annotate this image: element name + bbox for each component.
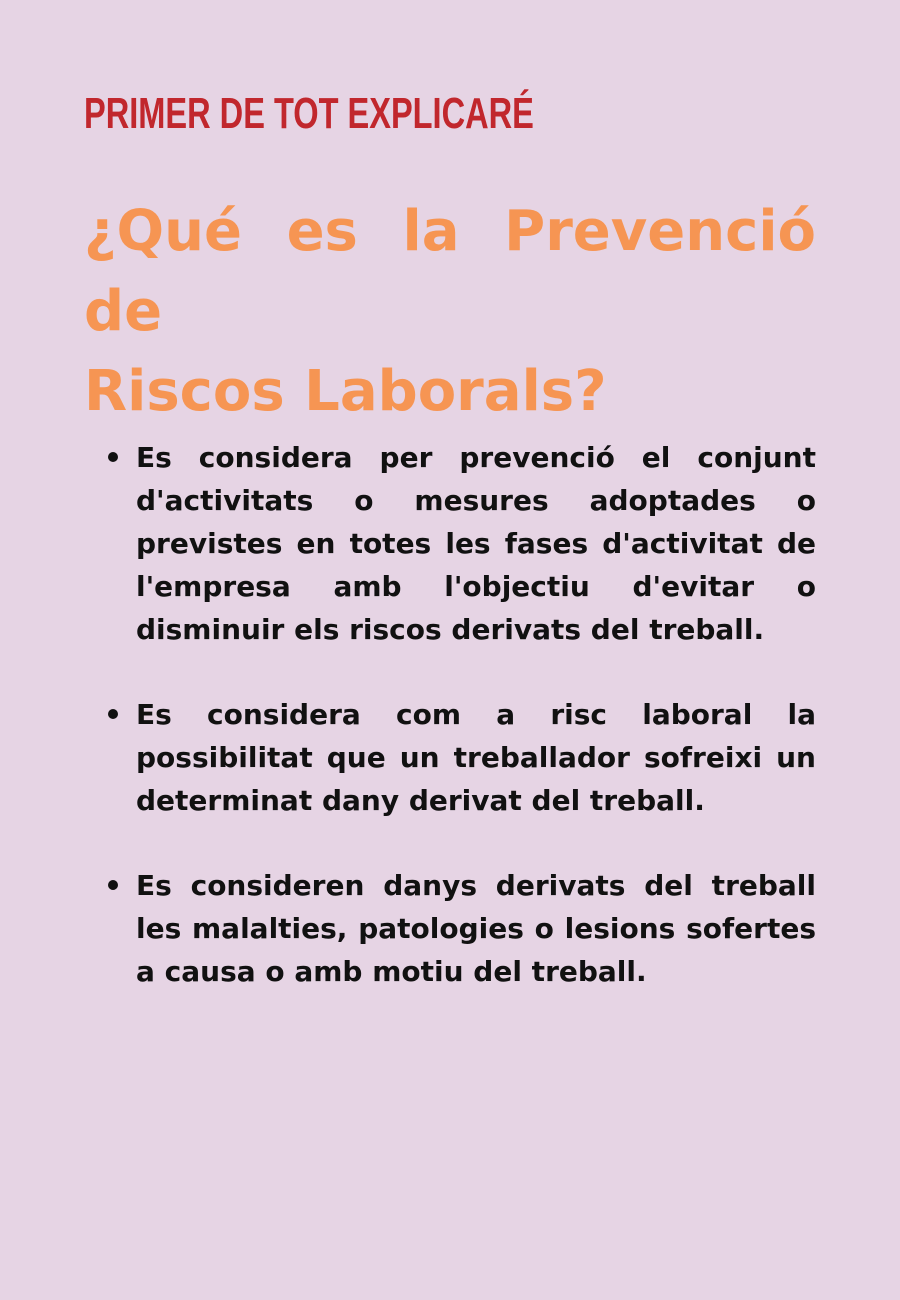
bullet-icon	[108, 880, 118, 890]
list-item	[100, 864, 816, 993]
list-item-text: Es considera per prevenció el conjunt d'activitats o mesures adoptades o previstes en totes les fases d'activitat de l'empresa amb l'objectiu d'evitar o disminuir els riscos derivats del treball.	[136, 441, 816, 646]
list-item	[100, 436, 816, 651]
list-item-text: Es consideren danys derivats del treball les malalties, patologies o lesions sofertes a causa o amb motiu del treball.	[136, 869, 816, 988]
title-line-2: Riscos Laborals?	[84, 359, 607, 424]
bullet-icon	[108, 452, 118, 462]
section-kicker: PRIMER DE TOT EXPLICARÉ	[84, 89, 534, 138]
bullet-icon	[108, 709, 118, 719]
list-item-text: Es considera com a risc laboral la possibilitat que un treballador sofreixi un determinat dany derivat del treball.	[136, 698, 816, 817]
title-line-1: ¿Qué es la Prevenció de	[84, 199, 816, 344]
list-item	[100, 693, 816, 822]
definition-list	[100, 436, 816, 1035]
page-title	[84, 192, 816, 432]
